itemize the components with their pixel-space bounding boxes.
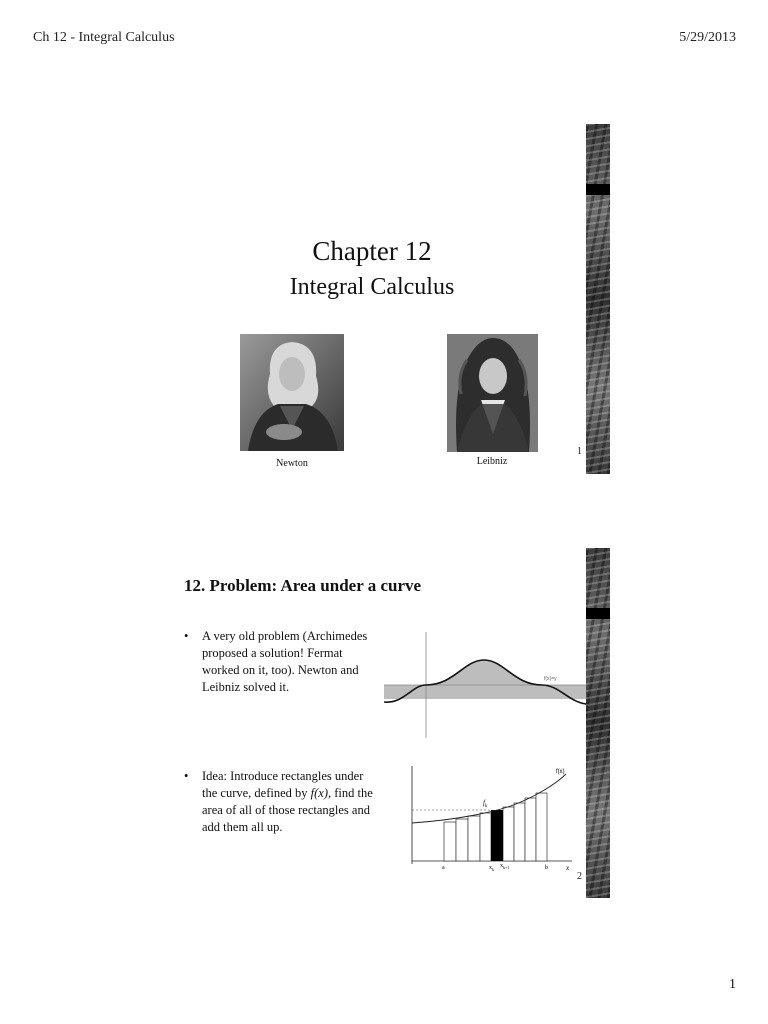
page-number: 1: [729, 977, 736, 992]
slide-title: 12. Problem: Area under a curve: [184, 576, 422, 595]
curve-label: f(x)=y: [544, 676, 557, 682]
slide-2: [168, 548, 610, 898]
leibniz-caption: Leibniz: [476, 456, 508, 467]
x-label: x: [566, 864, 570, 872]
document-header-date: 5/29/2013: [679, 30, 736, 45]
tick-xk: $x_k$: [489, 865, 494, 872]
shaded-region-below: [384, 685, 586, 699]
bullet-item: [184, 628, 374, 696]
highlighted-rectangle: [491, 810, 503, 861]
slide-decorative-bar: [586, 124, 610, 474]
slide-number: 1: [577, 446, 582, 457]
fx-label: f(x): [556, 769, 565, 775]
chapter-title: Chapter 12: [312, 236, 432, 266]
tick-a: a: [442, 865, 445, 871]
tick-xk1: $x_{k+1}$: [500, 863, 510, 870]
slide-1: [168, 124, 610, 474]
bullet-item: [184, 768, 374, 836]
newton-caption: Newton: [276, 458, 308, 469]
bullet-glyph: •: [184, 769, 189, 783]
bullet-text-fx: f(x),: [310, 786, 332, 800]
chapter-subtitle: Integral Calculus: [289, 274, 455, 300]
bullet-text: [202, 768, 374, 836]
leibniz-portrait: [447, 334, 538, 452]
document-header-title: Ch 12 - Integral Calculus: [33, 30, 175, 45]
slide-decorative-bar: [586, 548, 610, 898]
fk-label: $f_k$: [483, 799, 488, 809]
area-under-curve-graph: [384, 632, 586, 738]
riemann-sum-graph: [406, 762, 578, 876]
newton-portrait: [240, 334, 344, 451]
newton-portrait-image: [240, 334, 344, 451]
tick-b: b: [545, 865, 548, 871]
bullet-text-part: find the area of all of those rectangles and add them all up.: [202, 786, 373, 834]
bullet-text: A very old problem (Archimedes proposed a solution! Fermat worked on it, too). Newton and Leibniz solved it.: [202, 629, 368, 694]
bullet-text-part: Idea: Introduce rectangles under the curve, defined by: [202, 769, 364, 800]
slide-number: 2: [577, 871, 582, 882]
bullet-glyph: •: [184, 629, 189, 643]
leibniz-portrait-image: [447, 334, 538, 452]
